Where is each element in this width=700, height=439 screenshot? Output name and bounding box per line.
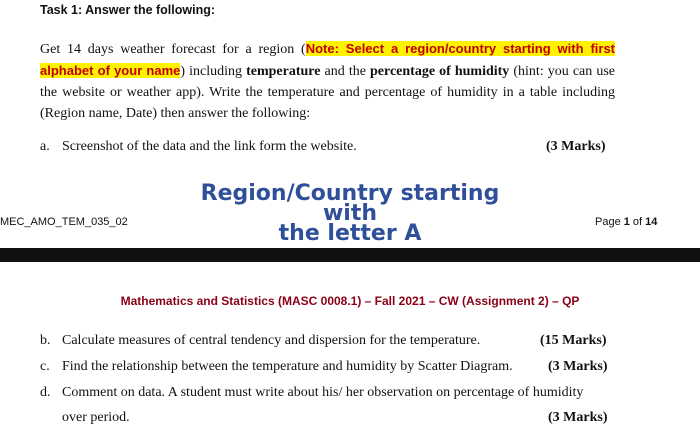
question-b-letter: b. — [40, 333, 51, 348]
intro-text-2: ) including — [180, 64, 247, 79]
question-b-marks: (15 Marks) — [540, 333, 607, 348]
question-d-text-1: Comment on data. A student must write about his/ her observation on percentage of humidity — [62, 385, 584, 400]
question-d — [40, 385, 583, 401]
question-c-letter: c. — [40, 359, 50, 374]
intro-paragraph — [40, 38, 615, 124]
document-code: MEC_AMO_TEM_035_02 — [0, 216, 128, 228]
question-c-text: Find the relationship between the temperature and humidity by Scatter Diagram. — [62, 359, 513, 374]
intro-bold-temperature: temperature — [246, 64, 321, 79]
overlay-line-2: the letter A — [278, 221, 422, 246]
question-c-marks: (3 Marks) — [548, 359, 608, 374]
page-prefix: Page — [595, 216, 624, 228]
page-total: 14 — [645, 216, 658, 228]
question-b-text: Calculate measures of central tendency and dispersion for the temperature. — [62, 333, 481, 348]
question-d-letter: d. — [40, 385, 51, 400]
note-highlight: Note: Select a region/country starting with first alphabet of your name — [40, 41, 616, 78]
intro-bold-humidity: percentage of humidity — [370, 64, 510, 79]
intro-text-1: Get 14 days weather forecast for a region ( — [40, 42, 306, 57]
page-of: of — [629, 216, 646, 228]
overlay-line-1: Region/Country starting with — [200, 181, 500, 226]
question-d-text-2: over period. — [62, 410, 130, 425]
question-a-marks: (3 Marks) — [546, 139, 606, 154]
course-title: Mathematics and Statistics (MASC 0008.1) – Fall 2021 – CW (Assignment 2) – QP — [120, 294, 580, 308]
intro-text-3: and the — [320, 64, 370, 79]
page-separator — [0, 248, 700, 262]
question-c — [40, 359, 513, 375]
question-a — [40, 139, 357, 155]
question-d-marks: (3 Marks) — [548, 410, 608, 425]
page-current: 1 — [623, 216, 630, 228]
question-b — [40, 333, 480, 349]
question-a-letter: a. — [40, 139, 50, 154]
page-number — [595, 216, 657, 228]
question-a-text: Screenshot of the data and the link form the website. — [62, 139, 357, 154]
handwritten-overlay-note — [190, 181, 510, 246]
intro-text-4: (hint: you can use the website or weather app). Write the temperature and percentage of humidity in a table including (Region name, Date) then answer the following: — [40, 64, 616, 121]
task-title: Task 1: Answer the following: — [40, 3, 216, 17]
